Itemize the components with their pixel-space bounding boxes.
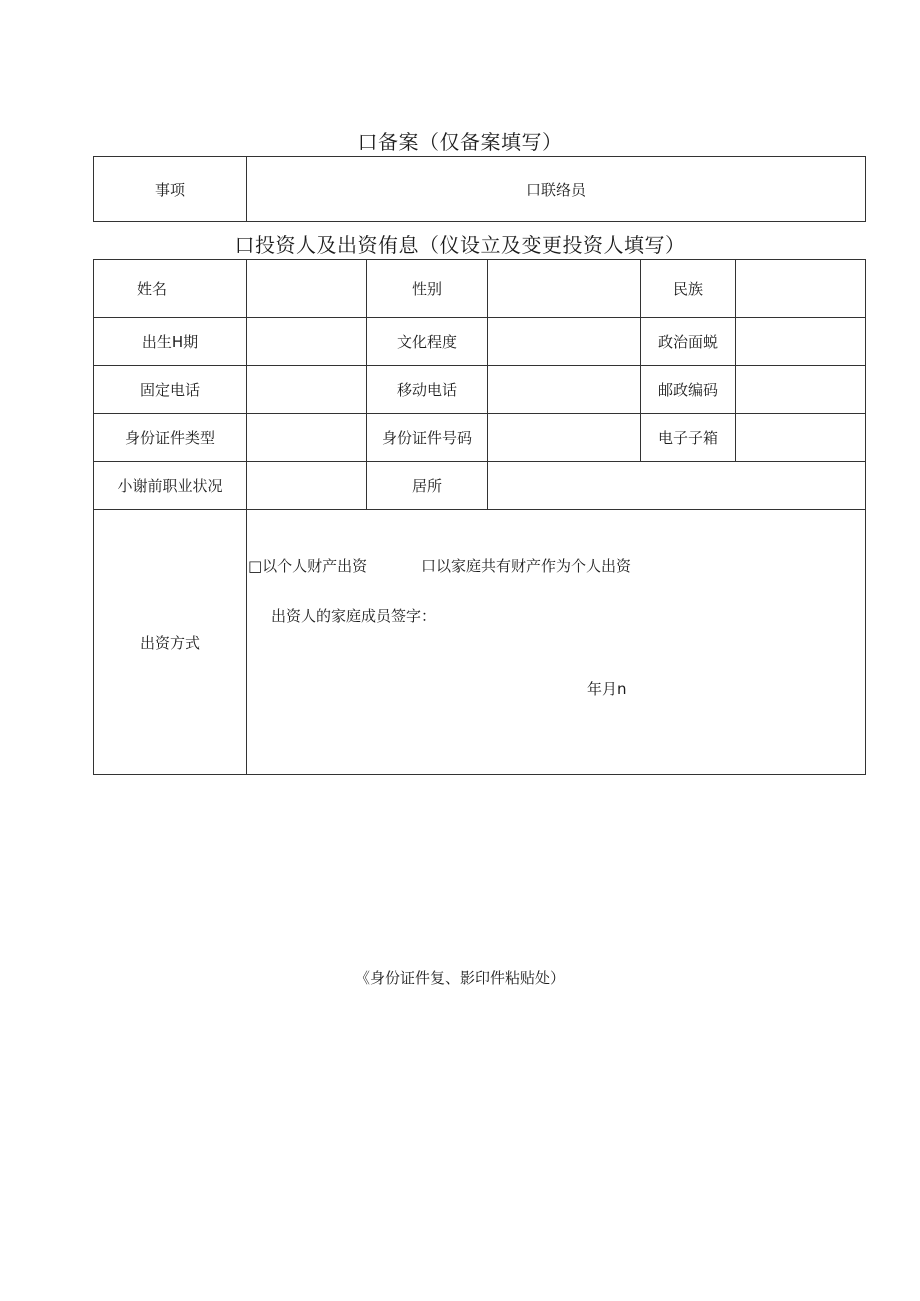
filing-table — [93, 156, 866, 222]
landline-field[interactable] — [247, 366, 367, 414]
education-label: 文化程度 — [367, 318, 488, 366]
id-number-label: 身份证件号码 — [367, 414, 488, 462]
filing-section-heading: 口备案（仅备案填写） — [357, 130, 563, 154]
occupation-label: 小谢前职业状况 — [94, 462, 247, 510]
gender-label: 性别 — [367, 260, 488, 318]
investor-section-heading: 口投资人及出资侑息（仪设立及变更投资人填写） — [234, 233, 686, 257]
education-field[interactable] — [488, 318, 641, 366]
id-copy-attachment-note: 《身份证件复、影印件粘贴处） — [354, 969, 565, 987]
birth-date-field[interactable] — [247, 318, 367, 366]
ethnicity-field[interactable] — [736, 260, 866, 318]
name-field[interactable] — [247, 260, 367, 318]
occupation-field[interactable] — [247, 462, 367, 510]
liaison-checkbox-option[interactable]: 口联络员 — [247, 157, 866, 222]
table-row — [94, 510, 866, 775]
ethnicity-label: 民族 — [641, 260, 736, 318]
table-row — [94, 157, 866, 222]
table-row — [94, 414, 866, 462]
postal-code-field[interactable] — [736, 366, 866, 414]
political-status-field[interactable] — [736, 318, 866, 366]
item-label: 事项 — [94, 157, 247, 222]
family-property-option[interactable]: 口以家庭共有财产作为个人出资 — [421, 557, 632, 575]
id-type-field[interactable] — [247, 414, 367, 462]
residence-field[interactable] — [488, 462, 866, 510]
mobile-field[interactable] — [488, 366, 641, 414]
contribution-method-cell — [247, 510, 866, 775]
residence-label: 居所 — [367, 462, 488, 510]
table-row — [94, 366, 866, 414]
id-type-label: 身份证件类型 — [94, 414, 247, 462]
gender-field[interactable] — [488, 260, 641, 318]
political-status-label: 政治面蜕 — [641, 318, 736, 366]
landline-label: 固定电话 — [94, 366, 247, 414]
signature-date-label: 年月n — [587, 680, 627, 698]
name-label: 姓名 — [94, 260, 247, 318]
investor-info-table — [93, 259, 866, 775]
contribution-method-label: 出资方式 — [94, 510, 247, 775]
postal-code-label: 邮政编码 — [641, 366, 736, 414]
birth-date-label: 出生H期 — [94, 318, 247, 366]
family-signature-label: 出资人的家庭成员签字： — [271, 607, 437, 625]
table-row — [94, 260, 866, 318]
id-number-field[interactable] — [488, 414, 641, 462]
table-row — [94, 318, 866, 366]
mobile-label: 移动电话 — [367, 366, 488, 414]
email-field[interactable] — [736, 414, 866, 462]
personal-property-option[interactable]: □以个人财产出资 — [248, 557, 368, 575]
table-row — [94, 462, 866, 510]
email-label: 电子子箱 — [641, 414, 736, 462]
